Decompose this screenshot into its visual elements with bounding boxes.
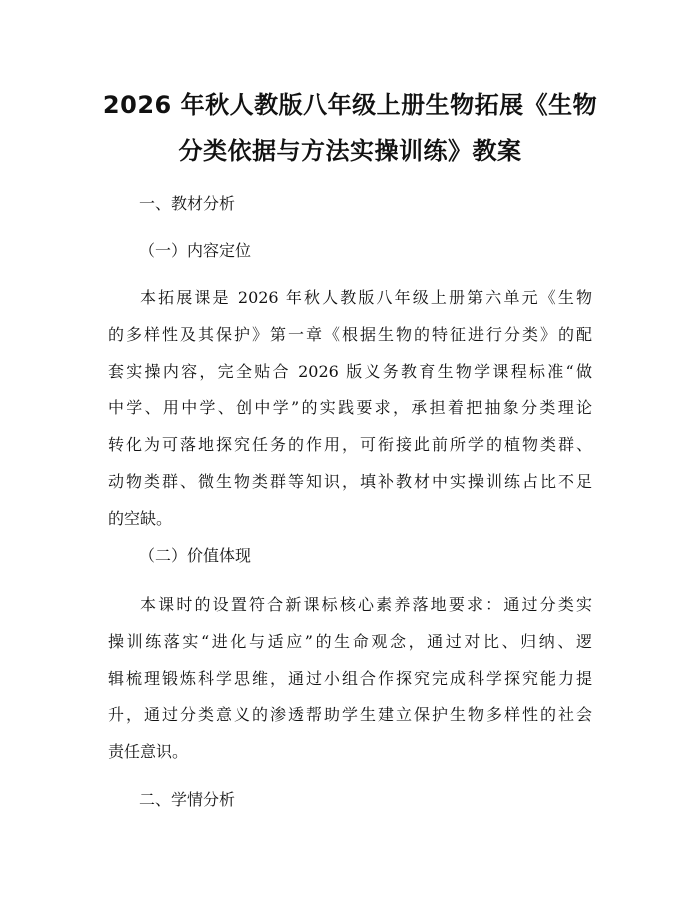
paragraph-line: 辑梳理锻炼科学思维，通过小组合作探究完成科学探究能力提 — [108, 668, 592, 688]
document-title-line-1: 2026 年秋人教版八年级上册生物拓展《生物 — [102, 91, 598, 119]
paragraph-line: 的空缺。 — [108, 508, 173, 528]
document-title-line-2: 分类依据与方法实操训练》教案 — [178, 137, 522, 165]
subsection-heading-content-positioning: （一）内容定位 — [139, 241, 252, 260]
paragraph-line: 责任意识。 — [108, 742, 189, 762]
section-heading-learning-analysis: 二、学情分析 — [139, 790, 236, 809]
paragraph-line: 动物类群、微生物类群等知识，填补教材中实操训练占比不足 — [108, 471, 592, 491]
paragraph-line: 升，通过分类意义的渗透帮助学生建立保护生物多样性的社会 — [108, 705, 592, 725]
section-heading-textbook-analysis: 一、教材分析 — [139, 194, 236, 213]
paragraph-line: 转化为可落地探究任务的作用，可衔接此前所学的植物类群、 — [108, 435, 592, 455]
paragraph-line: 套实操内容，完全贴合 2026 版义务教育生物学课程标准“做 — [108, 361, 592, 381]
paragraph-line: 中学、用中学、创中学”的实践要求，承担着把抽象分类理论 — [108, 398, 592, 418]
paragraph-content-positioning — [108, 280, 592, 538]
paragraph-line: 本拓展课是 2026 年秋人教版八年级上册第六单元《生物 — [140, 288, 592, 307]
paragraph-value-embodiment — [108, 587, 592, 771]
paragraph-line: 操训练落实“进化与适应”的生命观念，通过对比、归纳、逻 — [108, 631, 592, 651]
subsection-heading-value-embodiment: （二）价值体现 — [139, 546, 252, 565]
paragraph-line: 本课时的设置符合新课标核心素养落地要求：通过分类实 — [140, 595, 592, 614]
paragraph-line: 的多样性及其保护》第一章《根据生物的特征进行分类》的配 — [108, 324, 592, 344]
